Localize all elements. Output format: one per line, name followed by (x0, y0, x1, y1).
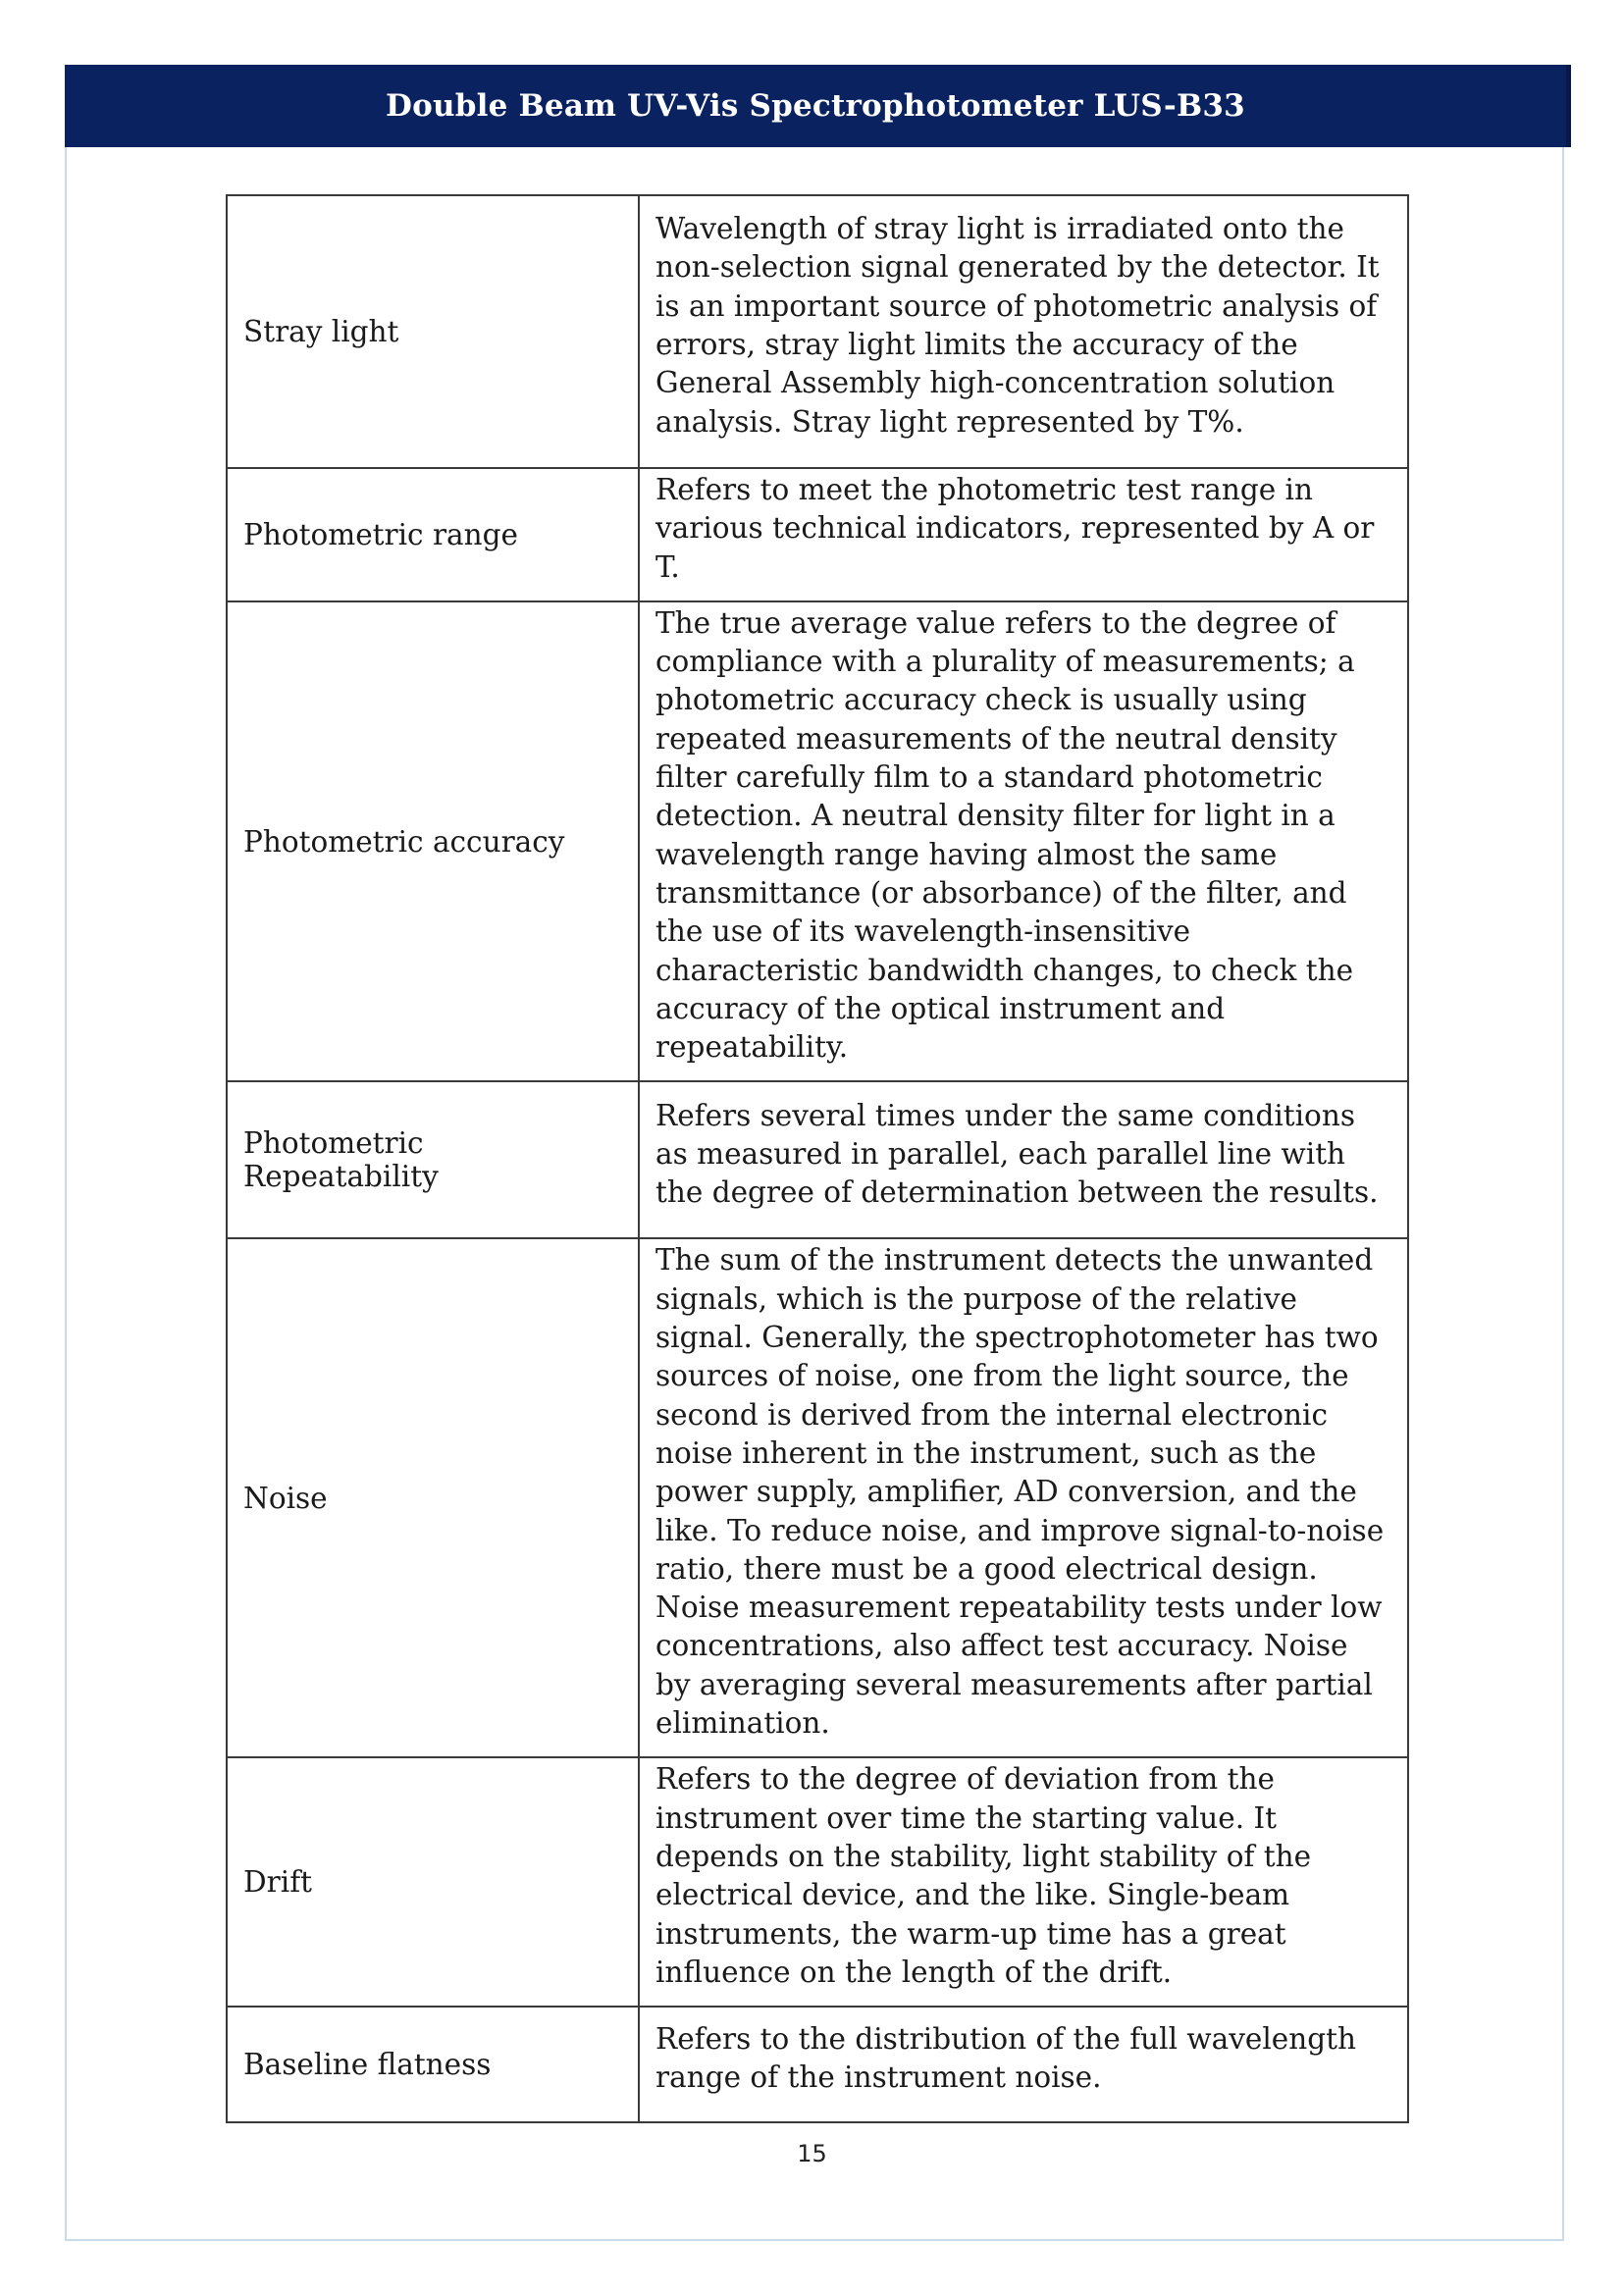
parameter-cell: Photometric range (227, 468, 639, 601)
description-cell: Wavelength of stray light is irradiated onto the non-selection signal generated by the detector. It is an important source of photometric analysis of errors, stray light limits the accuracy of the General Assembly high-concentration solution analysis. Stray light represented by T%. (639, 195, 1408, 468)
parameter-cell: Noise (227, 1238, 639, 1757)
table-row (227, 1757, 1408, 2007)
parameter-cell: Photometric Repeatability (227, 1081, 639, 1238)
parameter-cell: Photometric accuracy (227, 601, 639, 1082)
page-number: 15 (797, 2140, 827, 2167)
table-row (227, 601, 1408, 1082)
specification-table (226, 194, 1409, 2123)
parameter-cell: Drift (227, 1757, 639, 2007)
header-banner (65, 65, 1571, 147)
table-row (227, 2007, 1408, 2122)
page-title: Double Beam UV-Vis Spectrophotometer LUS-B33 (386, 88, 1245, 124)
description-cell: Refers to the degree of deviation from the instrument over time the starting value. It depends on the stability, light stability of the electrical device, and the like. Single-beam instruments, the warm-up time has a great influence on the length of the drift. (639, 1757, 1408, 2007)
description-cell: The true average value refers to the degree of compliance with a plurality of measurements; a photometric accuracy check is usually using repeated measurements of the neutral density filter carefully film to a standard photometric detection. A neutral density filter for light in a wavelength range having almost the same transmittance (or absorbance) of the filter, and the use of its wavelength-insensitive characteristic bandwidth changes, to check the accuracy of the optical instrument and repeatability. (639, 601, 1408, 1082)
description-cell: The sum of the instrument detects the unwanted signals, which is the purpose of the relative signal. Generally, the spectrophotometer has two sources of noise, one from the light source, the second is derived from the internal electronic noise inherent in the instrument, such as the power supply, amplifier, AD conversion, and the like. To reduce noise, and improve signal-to-noise ratio, there must be a good electrical design. Noise measurement repeatability tests under low concentrations, also affect test accuracy. Noise by averaging several measurements after partial elimination. (639, 1238, 1408, 1757)
table-row (227, 468, 1408, 601)
table-row (227, 195, 1408, 468)
parameter-cell: Stray light (227, 195, 639, 468)
table-row (227, 1081, 1408, 1238)
table-row (227, 1238, 1408, 1757)
description-cell: Refers to the distribution of the full wavelength range of the instrument noise. (639, 2007, 1408, 2122)
parameter-cell: Baseline flatness (227, 2007, 639, 2122)
description-cell: Refers several times under the same conditions as measured in parallel, each parallel line with the degree of determination between the results. (639, 1081, 1408, 1238)
description-cell: Refers to meet the photometric test range in various technical indicators, represented by A or T. (639, 468, 1408, 601)
